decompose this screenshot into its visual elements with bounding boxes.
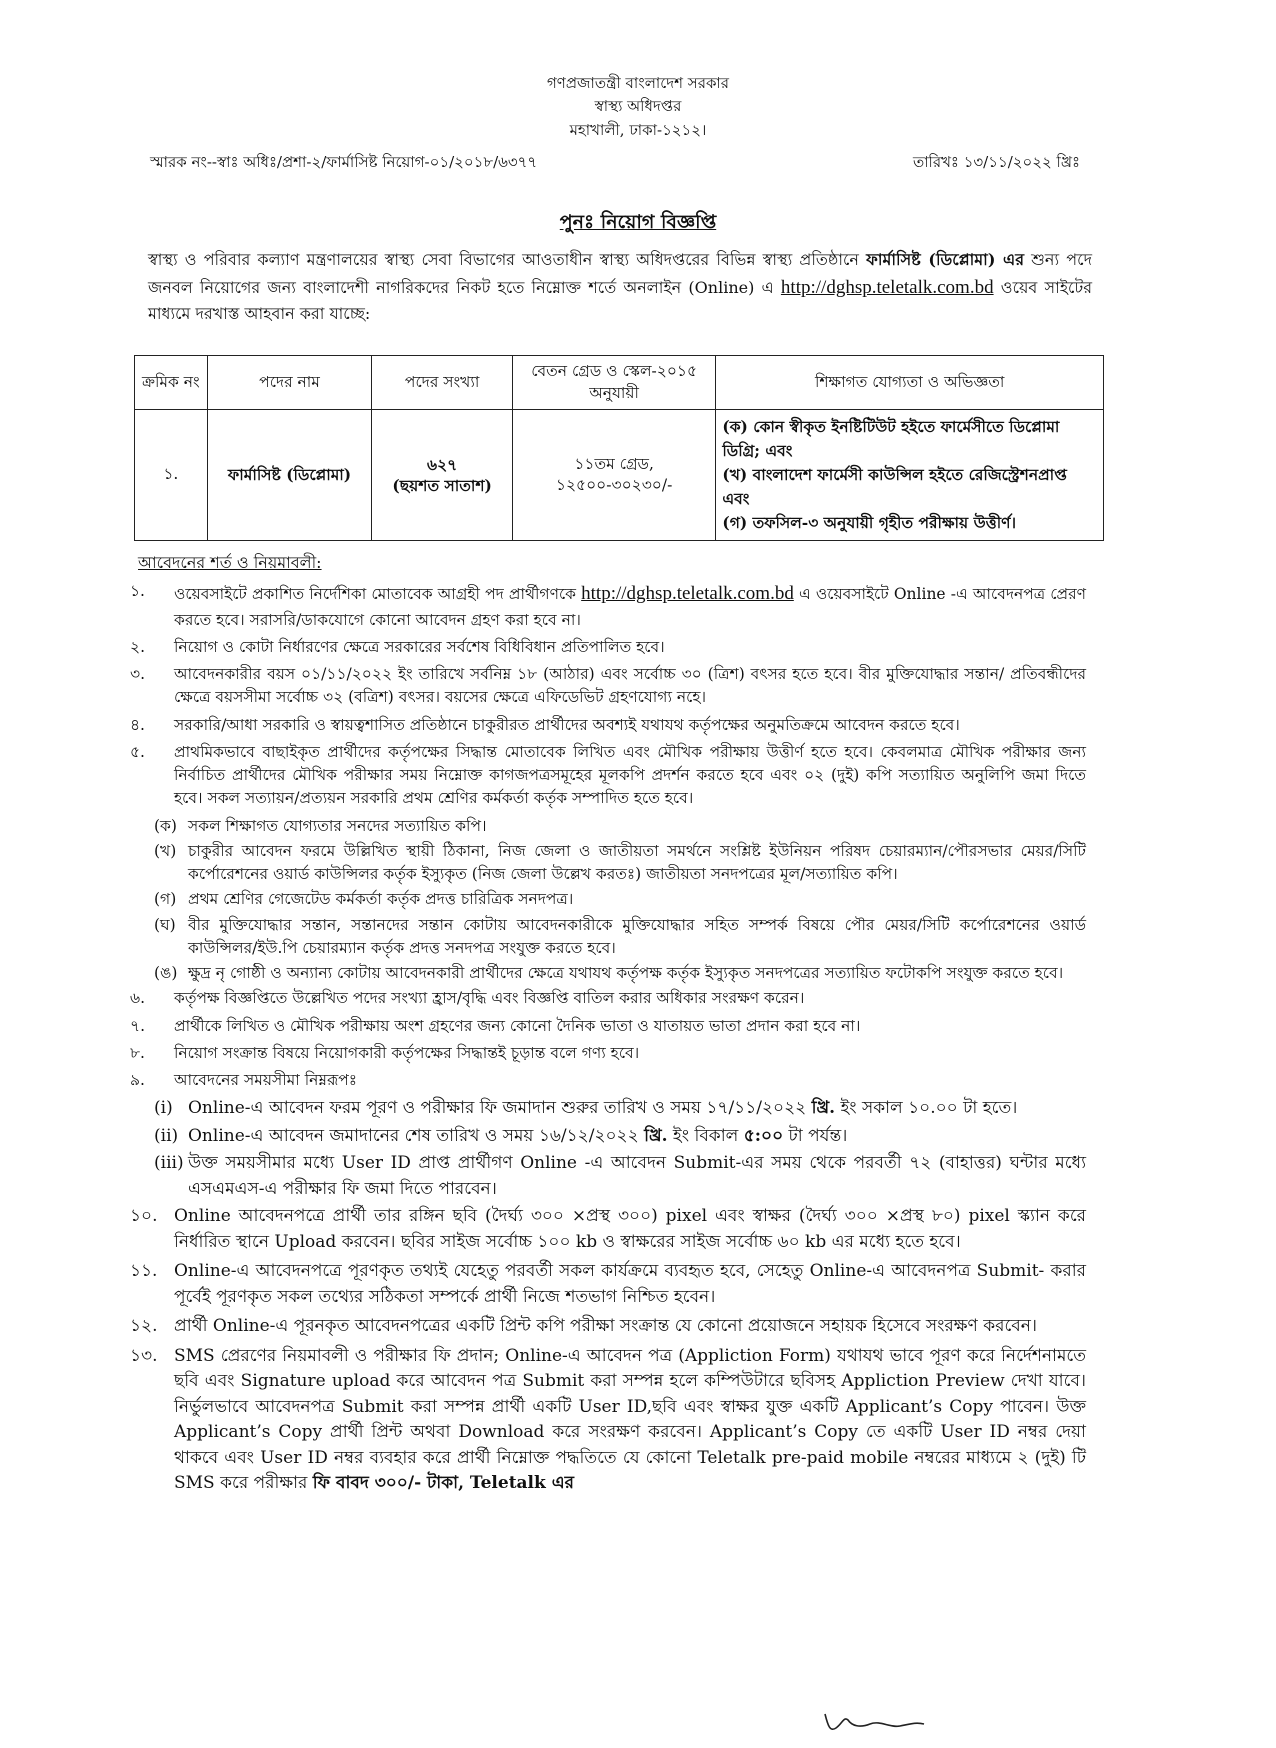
sub-item-text: উক্ত সময়সীমার মধ্যে User ID প্রাপ্ত প্রার্থীগণ Online -এ আবেদন Submit-এর সময় থেকে পরবর্তী ৭২ (বাহাত্তর) ঘন্টার মধ্যে এসএমএস-এ পরীক্ষার ফি জমা দিতে পারবেন। [188, 1153, 1086, 1199]
condition-text: এ ওয়েবসাইটে Online -এ আবেদনপত্র প্রেরণ করতে হবে। সরাসরি/ডাকযোগে কোনো আবেদন গ্রহণ করা হবে না। [174, 585, 1086, 629]
condition-5-uma [154, 962, 1086, 985]
condition-number: ৪. [130, 715, 145, 734]
condition-7 [130, 1015, 1086, 1038]
condition-number: ৩. [130, 665, 146, 683]
qualification-b: (খ) বাংলাদেশ ফার্মেসী কাউন্সিল হইতে রেজিস্ট্রেশনপ্রাপ্ত এবং [722, 464, 1067, 508]
condition-13 [130, 1344, 1086, 1497]
sub-item-text: Online-এ আবেদন জমাদানের শেষ তারিখ ও সময় ১৬/১২/২০২২ [188, 1125, 639, 1146]
condition-10 [130, 1204, 1086, 1255]
condition-number: ৯. [130, 1071, 145, 1089]
col-header-qualification: শিক্ষাগত যোগ্যতা ও অভিজ্ঞতা [716, 356, 1104, 410]
condition-9-i [154, 1096, 1086, 1122]
sub-item-text: চাকুরীর আবেদন ফরমে উল্লিখিত স্থায়ী ঠিকানা, নিজ জেলা ও জাতীয়তা সমর্থনে সংশ্লিষ্ট ইউনিয়ন পরিষদ চেয়ারম্যান/পৌরসভার মেয়র/সিটি কর্পোরেশনের ওয়ার্ড কাউন্সিলর কর্তৃক ইস্যুকৃত (নিজ জেলা উল্লেখ করতঃ) জাতীয়তা সনদপত্রের মূল/সত্যায়িত কপি। [188, 841, 1086, 883]
sub-item-marker: (গ) [154, 890, 177, 909]
sub-item-marker: (ii) [154, 1125, 179, 1146]
condition-5-ga [154, 888, 1086, 911]
col-header-count: পদের সংখ্যা [372, 356, 513, 410]
pay-grade: ১১তম গ্রেড, [574, 454, 654, 473]
sub-item-text: সকল শিক্ষাগত যোগ্যতার সনদের সত্যায়িত কপি। [188, 816, 487, 835]
condition-5 [130, 741, 1086, 811]
condition-fee-text: ফি বাবদ ৩০০/- টাকা, Teletalk এর [312, 1473, 574, 1494]
condition-number: ১০. [130, 1206, 158, 1227]
condition-text: Online আবেদনপত্রে প্রার্থী তার রঙ্গিন ছবি (দৈর্ঘ্য ৩০০ ×প্রস্থ ৩০০) pixel এবং স্বাক্ষর (দৈর্ঘ্য ৩০০ ×প্রস্থ ৮০) pixel স্ক্যান করে নির্ধারিত স্থানে Upload করবেন। ছবির সাইজ সর্বোচ্চ ১০০ kb ও স্বাক্ষরের সাইজ সর্বোচ্চ ৬০ kb এর মধ্যে হতে হবে। [174, 1206, 1086, 1252]
qualification-a: (ক) কোন স্বীকৃত ইনষ্টিটিউট হইতে ফার্মেসীতে ডিপ্লোমা ডিগ্রি; এবং [722, 416, 1060, 460]
office-address: মহাখালী, ঢাকা-১২১২। [569, 120, 707, 139]
sub-item-text: ইং বিকাল [672, 1125, 739, 1146]
sub-item-emphasis: খ্রি. [644, 1125, 668, 1146]
conditions-title: আবেদনের শর্ত ও নিয়মাবলী: [138, 553, 322, 572]
condition-text: আবেদনকারীর বয়স ০১/১১/২০২২ ইং তারিখে সর্বনিম্ন ১৮ (আঠার) এবং সর্বোচ্চ ৩০ (ত্রিশ) বৎসর হতে হবে। বীর মুক্তিযোদ্ধার সন্তান/ প্রতিবন্ধীদের ক্ষেত্রে বয়সসীমা সর্বোচ্চ ৩২ (বত্রিশ) বৎসর। বয়সের ক্ষেত্রে এফিডেভিট গ্রহণযোগ্য নহে। [174, 665, 1086, 707]
pay-scale: ১২৫০০-৩০২৩০/- [555, 476, 673, 494]
col-header-serial: ক্রমিক নং [135, 356, 208, 410]
intro-text-1: স্বাস্থ্য ও পরিবার কল্যাণ মন্ত্রণালয়ের স্বাস্থ্য সেবা বিভাগের আওতাধীন স্বাস্থ্য অধিদপ্তরের বিভিন্ন স্বাস্থ্য প্রতিষ্ঠানে [148, 250, 859, 269]
condition-5-gha [154, 914, 1086, 961]
condition-8 [130, 1042, 1086, 1065]
intro-paragraph [148, 248, 1092, 327]
intro-text-2: শুন্য পদে জনবল নিয়োগের জন্য বাংলাদেশী নাগরিকদের নিকট হতে নিম্নোক্ত শর্তে অনলাইন (Online) এ [148, 250, 1092, 297]
condition-1 [130, 580, 1086, 632]
condition-11 [130, 1259, 1086, 1310]
condition-9 [130, 1069, 1086, 1092]
condition-number: ৬. [130, 989, 146, 1008]
condition-number: ৫. [130, 742, 145, 761]
condition-text: প্রার্থী Online-এ পূরনকৃত আবেদনপত্রের একটি প্রিন্ট কপি পরীক্ষা সংক্রান্ত যে কোনো প্রয়োজনে সহায়ক হিসেবে সংরক্ষণ করবেন। [174, 1316, 1037, 1337]
condition-number: ১৩. [130, 1345, 158, 1366]
condition-9-iii [154, 1151, 1086, 1202]
sub-item-text: ক্ষুদ্র নৃ গোষ্ঠী ও অন্যান্য কোটায় আবেদনকারী প্রার্থীদের ক্ষেত্রে যথাযথ কর্তৃপক্ষ কর্তৃক ইস্যুকৃত সনদপত্রের সত্যায়িত ফটোকপি সংযুক্ত করতে হবে। [188, 964, 1064, 982]
sub-item-text: ইং সকাল ১০.০০ টা হতে। [840, 1098, 1018, 1119]
condition-text: সরকারি/আধা সরকারি ও স্বায়ত্বশাসিত প্রতিষ্ঠানে চাকুরীরত প্রার্থীদের অবশ্যই যথাযথ কর্তৃপক্ষের অনুমতিক্রমে আবেদন করতে হবে। [174, 715, 960, 734]
intro-post-name: ফার্মাসিষ্ট (ডিপ্লোমা) এর [866, 250, 1024, 269]
col-header-grade: বেতন গ্রেড ও স্কেল-২০১৫ অনুযায়ী [512, 356, 715, 410]
condition-number: ১২. [130, 1316, 158, 1337]
letterhead [0, 72, 1276, 142]
memo-date: তারিখঃ ১৩/১১/২০২২ খ্রিঃ [912, 153, 1080, 171]
sub-item-text: টা পর্যন্ত। [788, 1125, 848, 1146]
sub-item-text: প্রথম শ্রেণির গেজেটেড কর্মকর্তা কর্তৃক প্রদত্ত চারিত্রিক সনদপত্র। [188, 890, 574, 909]
memo-row [150, 152, 1080, 172]
condition-4 [130, 714, 1086, 737]
condition-5-kha [154, 840, 1086, 887]
condition-text: নিয়োগ সংক্রান্ত বিষয়ে নিয়োগকারী কর্তৃপক্ষের সিদ্ধান্তই চূড়ান্ত বলে গণ্য হবে। [174, 1043, 640, 1062]
condition-text: প্রাথমিকভাবে বাছাইকৃত প্রার্থীদের কর্তৃপক্ষের সিদ্ধান্ত মোতাবেক লিখিত এবং মৌখিক পরীক্ষায় উত্তীর্ণ হতে হবে। কেবলমাত্র মৌখিক পরীক্ষার জন্য নির্বাচিত প্রার্থীদের মৌখিক পরীক্ষার সময় নিম্নোক্ত কাগজপত্রসমূহের মূলকপি প্রদর্শন করতে হবে এবং ০২ (দুই) কপি সত্যায়িত অনুলিপি জমা দিতে হবে। সকল সত্যায়ন/প্রত্যয়ন সরকারি প্রথম শ্রেণির কর্মকর্তা কর্তৃক সম্পাদিত হতে হবে। [174, 742, 1086, 808]
cell-serial: ১. [135, 410, 208, 541]
sub-item-marker: (i) [154, 1098, 173, 1119]
col-header-post: পদের নাম [207, 356, 372, 410]
conditions-list [130, 580, 1086, 1501]
condition-number: ২. [130, 637, 146, 656]
condition-9-ii [154, 1124, 1086, 1150]
condition-text: Online-এ আবেদনপত্রে পূরণকৃত তথ্যই যেহেতু পরবর্তী সকল কার্যক্রমে ব্যবহৃত হবে, সেহেতু Online-এ আবেদনপত্র Submit- করার পূর্বেই পূরণকৃত সকল তথ্যের সঠিকতা সম্পর্কে প্রার্থী নিজে শতভাগ নিশ্চিত হবেন। [174, 1261, 1086, 1307]
govt-name: গণপ্রজাতন্ত্রী বাংলাদেশ সরকার [546, 74, 730, 92]
deadline-time: ৫:০০ [743, 1125, 784, 1146]
condition-text: আবেদনের সময়সীমা নিম্নরূপঃ [174, 1071, 358, 1089]
condition-5-ka [154, 815, 1086, 838]
signature-mark [820, 1706, 930, 1736]
sub-item-emphasis: খ্রি. [811, 1098, 836, 1119]
sub-item-text: Online-এ আবেদন ফরম পূরণ ও পরীক্ষার ফি জমাদান শুরুর তারিখ ও সময় ১৭/১১/২০২২ [188, 1098, 807, 1119]
post-count-words: (ছয়শত সাতাশ) [392, 476, 492, 495]
directorate-name: স্বাস্থ্য অধিদপ্তর [594, 97, 682, 116]
condition-text: SMS প্রেরণের নিয়মাবলী ও পরীক্ষার ফি প্রদান; Online-এ আবেদন পত্র (Appliction Form) যথাযথ ভাবে পূরণ করে নির্দেশনামতে ছবি এবং Signature upload করে আবেদন পত্র Submit করা সম্পন্ন হলে কম্পিউটারে ছবিসহ Appliction Preview দেখা যাবে। নির্ভুলভাবে আবেদনপত্র Submit করা সম্পন্ন প্রার্থী একটি User ID,ছবি এবং স্বাক্ষর যুক্ত একটি Applicant’s Copy পাবেন। উক্ত Applicant’s Copy প্রার্থী প্রিন্ট অথবা Download করে সংরক্ষণ করবেন। Applicant’s Copy তে একটি User ID নম্বর দেয়া থাকবে এবং User ID নম্বর ব্যবহার করে প্রার্থী নিম্নোক্ত পদ্ধতিতে যে কোনো Teletalk pre-paid mobile নম্বরের মাধ্যমে ২ (দুই) টি SMS করে পরীক্ষার [174, 1345, 1086, 1494]
condition-number: ৮. [130, 1043, 145, 1062]
intro-text-3: ওয়েব সাইটের মাধ্যমে দরখাস্ত আহবান করা যাচ্ছে: [148, 277, 1093, 324]
condition-2 [130, 636, 1086, 659]
condition-text: নিয়োগ ও কোটা নির্ধারণের ক্ষেত্রে সরকারের সর্বশেষ বিধিবিধান প্রতিপালিত হবে। [174, 637, 665, 656]
sub-item-text: বীর মুক্তিযোদ্ধার সন্তান, সন্তানদের সন্তান কোটায় আবেদনকারীকে মুক্তিযোদ্ধার সহিত সম্পর্ক বিষয়ে পৌর মেয়র/সিটি কর্পোরেশনের ওয়ার্ড কাউন্সিলর/ইউ.পি চেয়ারম্যান কর্তৃক প্রদত্ত সনদপত্র সংযুক্ত করতে হবে। [188, 915, 1086, 957]
table-header-row [135, 356, 1104, 410]
condition-text: ওয়েবসাইটে প্রকাশিত নির্দেশিকা মোতাবেক আগ্রহী পদ প্রার্থীগণকে [174, 585, 577, 603]
post-count: ৬২৭ [427, 454, 458, 474]
cell-post: ফার্মাসিষ্ট (ডিপ্লোমা) [207, 410, 372, 541]
cell-grade [512, 410, 715, 541]
post-table [134, 355, 1104, 541]
condition-number: ১. [130, 582, 145, 600]
condition-website-link[interactable]: http://dghsp.teletalk.com.bd [581, 583, 794, 604]
condition-text: কর্তৃপক্ষ বিজ্ঞপ্তিতে উল্লেখিত পদের সংখ্যা হ্রাস/বৃদ্ধি এবং বিজ্ঞপ্তি বাতিল করার অধিকার সংরক্ষণ করেন। [174, 989, 805, 1008]
sub-item-marker: (iii) [154, 1153, 184, 1174]
condition-6 [130, 987, 1086, 1010]
condition-12 [130, 1314, 1086, 1340]
condition-number: ৭. [130, 1016, 146, 1035]
condition-3 [130, 663, 1086, 710]
sub-item-marker: (ক) [154, 816, 177, 835]
sub-item-marker: (ঙ) [154, 964, 178, 982]
memo-reference: স্মারক নং--স্বাঃ অধিঃ/প্রশা-২/ফার্মাসিষ্ট নিয়োগ-০১/২০১৮/৬৩৭৭ [150, 153, 538, 171]
condition-text: প্রার্থীকে লিখিত ও মৌখিক পরীক্ষায় অংশ গ্রহণের জন্য কোনো দৈনিক ভাতা ও যাতায়ত ভাতা প্রদান করা হবে না। [174, 1016, 861, 1035]
qualification-c: (গ) তফসিল-৩ অনুযায়ী গৃহীত পরীক্ষায় উত্তীর্ণ। [722, 513, 1017, 533]
notice-title: পুনঃ নিয়োগ বিজ্ঞপ্তি [559, 211, 717, 233]
table-row [135, 410, 1104, 541]
sub-item-marker: (খ) [154, 841, 177, 860]
condition-number: ১১. [130, 1261, 158, 1282]
cell-count [372, 410, 513, 541]
cell-qualification [716, 410, 1104, 541]
application-website-link[interactable]: http://dghsp.teletalk.com.bd [780, 276, 994, 298]
sub-item-marker: (ঘ) [154, 915, 176, 934]
